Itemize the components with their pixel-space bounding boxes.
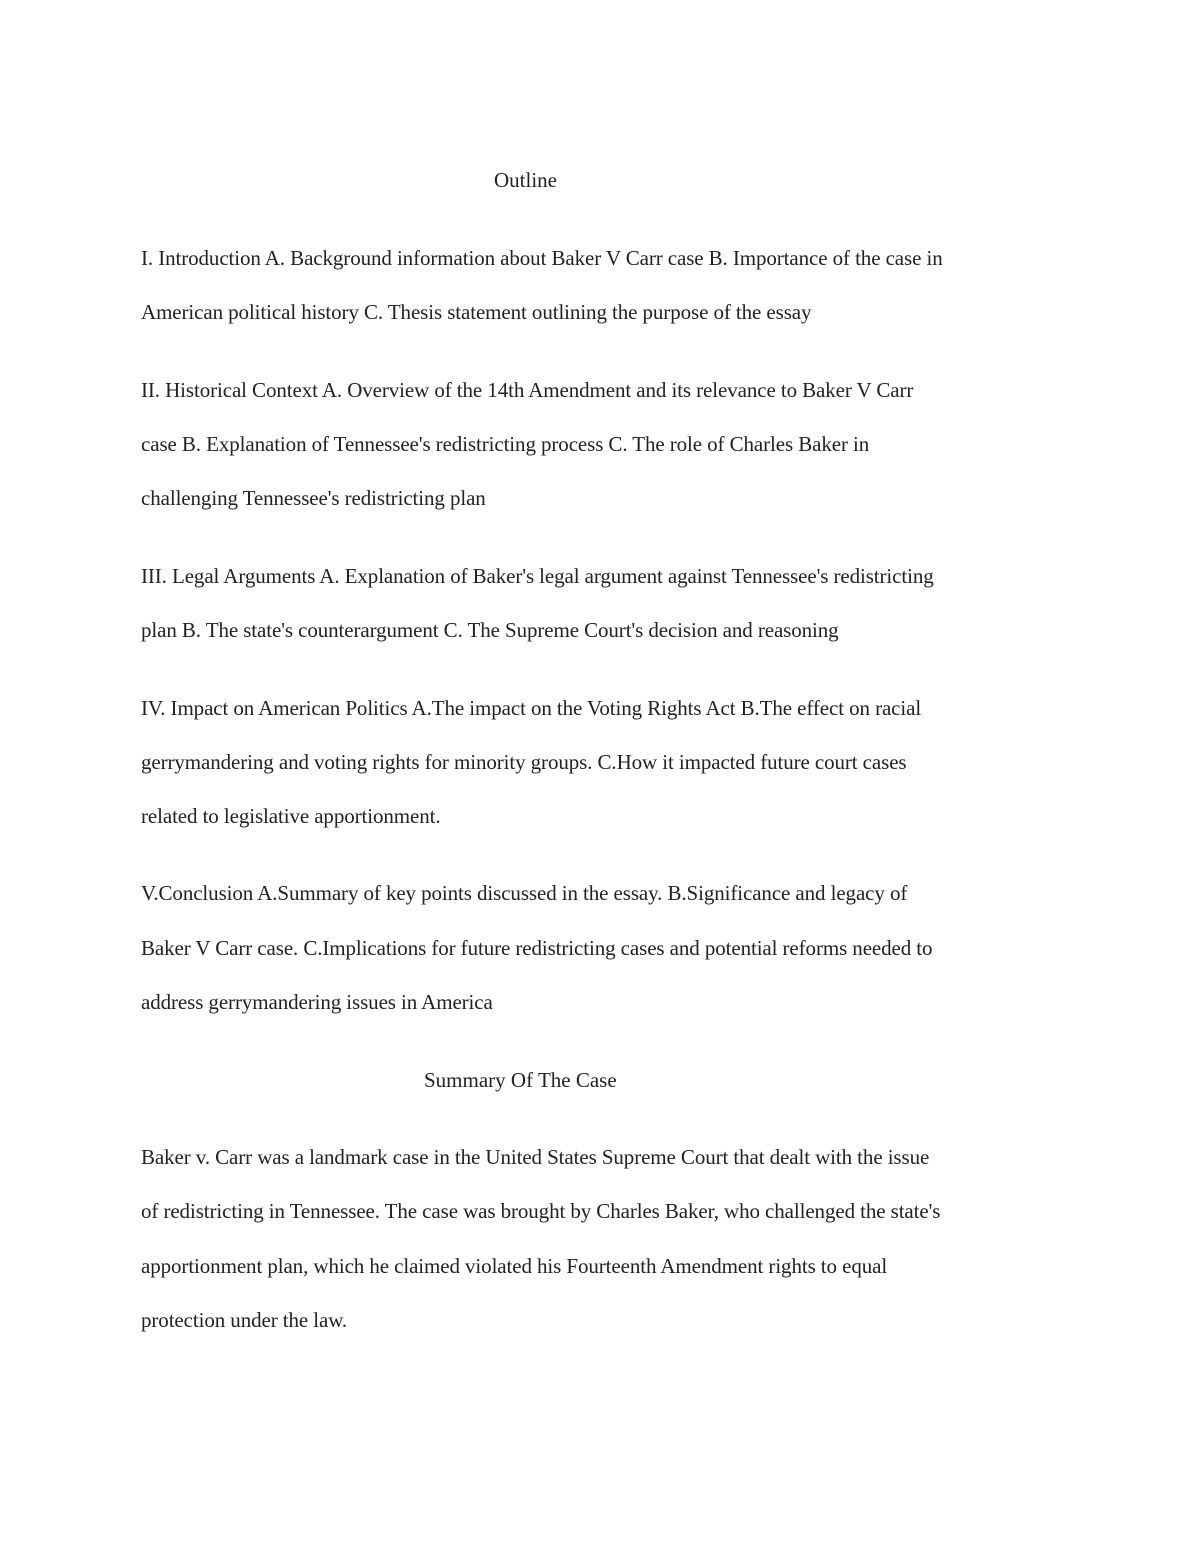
summary-heading: Summary Of The Case <box>424 1068 617 1092</box>
outline-section-3-line-1: III. Legal Arguments A. Explanation of Baker's legal argument against Tennessee's redistricting <box>141 564 934 588</box>
outline-section-1-line-1: I. Introduction A. Background information about Baker V Carr case B. Importance of the case in <box>141 246 943 270</box>
outline-section-2-line-1: II. Historical Context A. Overview of the 14th Amendment and its relevance to Baker V Carr <box>141 378 914 402</box>
outline-section-5-line-2: Baker V Carr case. C.Implications for future redistricting cases and potential reforms needed to <box>141 936 933 960</box>
summary-line-2: of redistricting in Tennessee. The case was brought by Charles Baker, who challenged the state's <box>141 1199 941 1223</box>
outline-section-5-line-3: address gerrymandering issues in America <box>141 990 493 1014</box>
outline-section-4-line-2: gerrymandering and voting rights for minority groups. C.How it impacted future court cases <box>141 750 907 774</box>
summary-line-4: protection under the law. <box>141 1308 348 1332</box>
outline-section-3-line-2: plan B. The state's counterargument C. The Supreme Court's decision and reasoning <box>141 618 839 642</box>
outline-section-5-line-1: V.Conclusion A.Summary of key points discussed in the essay. B.Significance and legacy of <box>141 881 908 905</box>
outline-section-4-line-3: related to legislative apportionment. <box>141 804 441 828</box>
outline-heading: Outline <box>494 168 557 192</box>
summary-line-1: Baker v. Carr was a landmark case in the United States Supreme Court that dealt with the issue <box>141 1145 930 1169</box>
summary-line-3: apportionment plan, which he claimed violated his Fourteenth Amendment rights to equal <box>141 1254 888 1278</box>
outline-section-1-line-2: American political history C. Thesis statement outlining the purpose of the essay <box>141 300 812 324</box>
outline-section-4-line-1: IV. Impact on American Politics A.The impact on the Voting Rights Act B.The effect on racial <box>141 696 922 720</box>
outline-section-2-line-2: case B. Explanation of Tennessee's redistricting process C. The role of Charles Baker in <box>141 432 870 456</box>
outline-section-2-line-3: challenging Tennessee's redistricting plan <box>141 486 486 510</box>
